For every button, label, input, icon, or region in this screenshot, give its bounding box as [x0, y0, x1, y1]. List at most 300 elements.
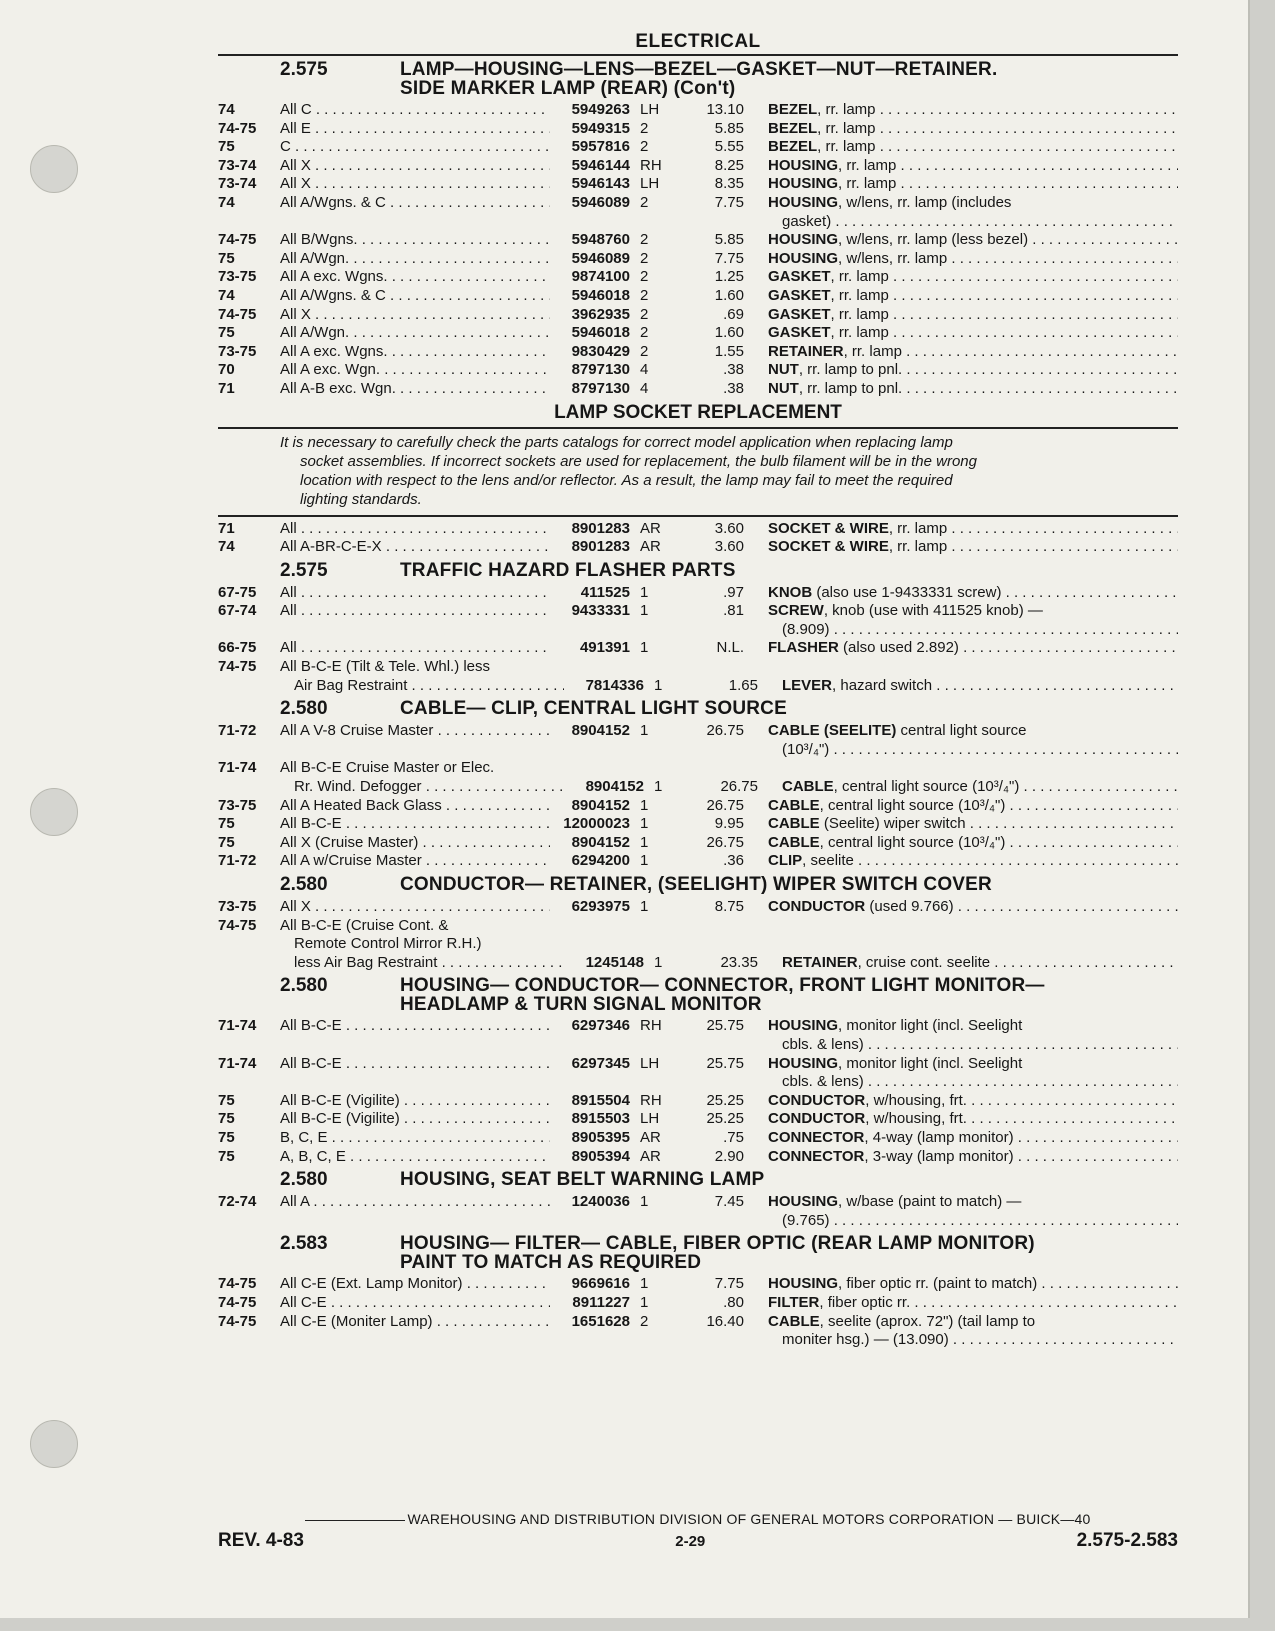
part-row: [218, 1129, 1178, 1148]
part-row: [218, 815, 1178, 834]
part-row: [218, 380, 1178, 399]
model-years: [218, 954, 280, 973]
application: All B-C-E (Tilt & Tele. Whl.) less: [280, 658, 491, 676]
description: CABLE (Seelite) wiper switch . . .: [744, 815, 1178, 834]
section-title: [342, 561, 1178, 580]
part-number: 5949263: [571, 101, 630, 118]
application: A, B, C, E . . .: [280, 1148, 550, 1167]
application: [280, 1212, 550, 1231]
description-continued-row: [218, 1073, 1178, 1092]
part-name: GASKET: [768, 324, 831, 342]
part-row-continued: [218, 935, 1178, 954]
note-line: location with respect to the lens and/or reflector. As a result, the lamp may fail to meet the required: [300, 471, 953, 489]
part-number: [550, 1212, 630, 1231]
model-years: 73-75: [218, 268, 257, 286]
part-name: HOUSING: [768, 193, 839, 211]
footer-text: WAREHOUSING AND DISTRIBUTION DIVISION OF GENERAL MOTORS CORPORATION — BUICK—40: [407, 1511, 1091, 1527]
application: All A/Wgn. . . .: [280, 250, 550, 269]
quantity: 1: [640, 722, 649, 740]
part-number: 5946143: [571, 175, 630, 193]
part-number: [550, 213, 630, 232]
part-name: CABLE: [768, 796, 820, 814]
section-code: 2.580: [280, 975, 328, 997]
part-name: SCREW: [768, 602, 824, 620]
part-number: 8904152: [571, 833, 630, 851]
part-row: [218, 639, 1178, 658]
part-name: CONDUCTOR: [768, 1110, 866, 1128]
part-row-continued: [218, 778, 1178, 797]
model-years: 73-74: [218, 156, 257, 174]
part-row: [218, 1092, 1178, 1111]
part-row: [218, 361, 1178, 380]
part-number: 6297345: [571, 1054, 630, 1072]
quantity: 2: [640, 193, 649, 211]
price: 25.25: [706, 1091, 744, 1109]
section-heading: [218, 60, 1178, 98]
part-name: CONDUCTOR: [768, 1091, 866, 1109]
quantity: 1: [640, 639, 649, 657]
application: All . . .: [280, 520, 550, 539]
part-number: [550, 759, 630, 778]
price: 26.75: [706, 796, 744, 814]
price: 8.25: [714, 156, 744, 174]
application: All C-E . . .: [280, 1294, 550, 1313]
part-row: [218, 1017, 1178, 1036]
binder-hole: [30, 788, 78, 836]
description: CABLE, central light source (10³/₄") . . .: [744, 834, 1178, 853]
price: [672, 1036, 744, 1055]
application: [280, 621, 550, 640]
quantity: 4: [640, 379, 649, 397]
description: BEZEL, rr. lamp . . .: [744, 120, 1178, 139]
part-name: BEZEL: [768, 119, 818, 137]
price: [672, 213, 744, 232]
application: All E . . .: [280, 120, 550, 139]
model-years: 75: [218, 249, 235, 267]
model-years: 71-72: [218, 852, 257, 870]
quantity: [630, 1036, 672, 1055]
price: .75: [723, 1128, 744, 1146]
description: KNOB (also use 1-9433331 screw) . . .: [744, 584, 1178, 603]
section-rows: [218, 1275, 1178, 1349]
part-number: [550, 1073, 630, 1092]
part-row: [218, 157, 1178, 176]
application-continued: Air Bag Restraint . . .: [280, 677, 564, 696]
part-number: [550, 621, 630, 640]
price: [672, 741, 744, 760]
model-years: 74: [218, 193, 235, 211]
model-years: 74-75: [218, 231, 257, 249]
socket-heading: LAMP SOCKET REPLACEMENT: [554, 401, 842, 423]
quantity: [630, 1331, 672, 1350]
application: All A exc. Wgns. . . .: [280, 343, 550, 362]
description: HOUSING, w/base (paint to match) —: [768, 1193, 1022, 1211]
description: BEZEL, rr. lamp . . .: [744, 101, 1178, 120]
description-continued-row: [218, 1036, 1178, 1055]
description: GASKET, rr. lamp . . .: [744, 306, 1178, 325]
part-number: 8901283: [571, 538, 630, 556]
part-row: [218, 343, 1178, 362]
model-years: [218, 1036, 280, 1055]
note-line: It is necessary to carefully check the parts catalogs for correct model application when replacing lamp: [280, 433, 953, 451]
quantity: 1: [640, 602, 649, 620]
part-row-continued: [218, 954, 1178, 973]
price: 3.60: [714, 519, 744, 537]
description: CONNECTOR, 3-way (lamp monitor) . . .: [744, 1148, 1178, 1167]
part-number: 5957816: [571, 138, 630, 156]
quantity: 1: [640, 833, 649, 851]
model-years: [218, 213, 280, 232]
price: [672, 1073, 744, 1092]
description: [744, 917, 1178, 936]
part-number: 8797130: [571, 361, 630, 379]
quantity: 2: [640, 342, 649, 360]
quantity: 2: [640, 268, 649, 286]
revision: REV. 4-83: [218, 1530, 304, 1551]
quantity: LH: [640, 1054, 660, 1072]
section-heading: [218, 976, 1178, 1014]
application: All . . .: [280, 602, 550, 621]
page-header: ELECTRICAL: [635, 31, 761, 52]
application: All X . . .: [280, 175, 550, 194]
part-row: [218, 917, 1178, 936]
part-name: CABLE: [768, 1312, 820, 1330]
socket-rule-bottom: [218, 515, 1178, 517]
application: All B-C-E Cruise Master or Elec.: [280, 759, 495, 777]
model-years: 71: [218, 519, 235, 537]
socket-rule-top: [218, 427, 1178, 429]
section-title-line: CABLE— CLIP, CENTRAL LIGHT SOURCE: [400, 698, 787, 720]
price: [672, 1331, 744, 1350]
model-years: [218, 778, 280, 797]
quantity: [644, 935, 686, 954]
part-number: 8901283: [571, 519, 630, 537]
model-years: [218, 677, 280, 696]
price: [672, 917, 744, 936]
part-name: CABLE: [782, 778, 834, 796]
model-years: 73-75: [218, 342, 257, 360]
part-row-continued: [218, 677, 1178, 696]
part-row: [218, 1055, 1178, 1074]
description-continued: cbls. & lens) . . .: [744, 1073, 1178, 1092]
price: [686, 935, 758, 954]
model-years: 66-75: [218, 639, 257, 657]
price: 13.10: [706, 101, 744, 118]
quantity: 1: [640, 898, 649, 915]
part-row: [218, 287, 1178, 306]
part-number: 5946018: [571, 324, 630, 342]
section-title: [342, 976, 1178, 1014]
application: All C . . .: [280, 101, 550, 120]
part-name: HOUSING: [768, 1193, 839, 1211]
part-number: 9874100: [571, 268, 630, 286]
price: 7.45: [714, 1193, 744, 1211]
part-row: [218, 1193, 1178, 1212]
application: All A/Wgns. & C . . .: [280, 287, 550, 306]
description-continued-row: [218, 1331, 1178, 1350]
part-row: [218, 852, 1178, 871]
quantity: AR: [640, 1147, 661, 1165]
quantity: 2: [640, 138, 649, 156]
model-years: 74-75: [218, 658, 257, 676]
part-number: 8797130: [571, 379, 630, 397]
description: FILTER, fiber optic rr. . . .: [744, 1294, 1178, 1313]
section-title-line: SIDE MARKER LAMP (REAR) (Con't): [400, 78, 736, 99]
part-name: BEZEL: [768, 138, 818, 156]
model-years: 74-75: [218, 916, 257, 934]
quantity: AR: [640, 519, 661, 537]
quantity: 1: [654, 953, 663, 971]
part-number: 8904152: [571, 722, 630, 740]
application: All B-C-E . . .: [280, 1055, 550, 1074]
quantity: 1: [654, 778, 663, 796]
description: [744, 759, 1178, 778]
quantity: RH: [640, 1017, 662, 1035]
price: [672, 1212, 744, 1231]
part-row: [218, 1110, 1178, 1129]
part-row: [218, 722, 1178, 741]
quantity: 1: [640, 1193, 649, 1211]
model-years: 75: [218, 815, 235, 833]
model-years: 73-74: [218, 175, 257, 193]
section-heading: [218, 875, 1178, 895]
application: All A exc. Wgn. . . .: [280, 361, 550, 380]
model-years: 75: [218, 324, 235, 342]
application: All A exc. Wgns. . . .: [280, 268, 550, 287]
model-years: 73-75: [218, 796, 257, 814]
part-row: [218, 101, 1178, 120]
quantity: 2: [640, 286, 649, 304]
part-number: 9433331: [571, 602, 630, 620]
section-title: [342, 875, 1178, 894]
part-name: CABLE: [768, 815, 820, 833]
description: GASKET, rr. lamp . . .: [744, 324, 1178, 343]
model-years: [218, 741, 280, 760]
part-row: [218, 268, 1178, 287]
part-row: [218, 658, 1178, 677]
quantity: [630, 917, 672, 936]
quantity: [630, 621, 672, 640]
part-number: 5946144: [571, 156, 630, 174]
part-row: [218, 520, 1178, 539]
description: RETAINER, cruise cont. seelite . . .: [758, 954, 1178, 973]
quantity: 2: [640, 1312, 649, 1330]
model-years: 74-75: [218, 1275, 257, 1293]
quantity: [630, 213, 672, 232]
quantity: RH: [640, 156, 662, 174]
part-row: [218, 1313, 1178, 1332]
application: All A/Wgns. & C . . .: [280, 194, 550, 213]
part-name: GASKET: [768, 268, 831, 286]
description: BEZEL, rr. lamp . . .: [744, 138, 1178, 157]
quantity: 2: [640, 231, 649, 249]
quantity: 1: [640, 583, 649, 601]
quantity: 1: [654, 676, 663, 694]
part-name: HOUSING: [768, 175, 839, 193]
model-years: 74: [218, 286, 235, 304]
part-name: CONNECTOR: [768, 1147, 865, 1165]
model-years: 71-74: [218, 759, 257, 777]
application: All . . .: [280, 584, 550, 603]
part-name: CONDUCTOR: [768, 898, 866, 915]
part-row: [218, 138, 1178, 157]
price: .38: [723, 379, 744, 397]
price: .81: [723, 602, 744, 620]
part-name: NUT: [768, 379, 799, 397]
description: NUT, rr. lamp to pnl. . . .: [744, 380, 1178, 399]
section-rows: [218, 584, 1178, 696]
description-continued-row: [218, 741, 1178, 760]
price: 1.60: [714, 324, 744, 342]
application: All B-C-E (Vigilite) . . .: [280, 1110, 550, 1129]
page-number: 2-29: [675, 1533, 706, 1550]
section-title-line: LAMP—HOUSING—LENS—BEZEL—GASKET—NUT—RETAINER.: [400, 59, 998, 80]
part-name: CABLE: [768, 833, 820, 851]
price: N.L.: [716, 639, 744, 657]
part-name: SOCKET & WIRE: [768, 519, 889, 537]
section-title-line: PAINT TO MATCH AS REQUIRED: [400, 1252, 702, 1274]
application: All B/Wgns. . . .: [280, 231, 550, 250]
quantity: 1: [640, 796, 649, 814]
price: [672, 759, 744, 778]
section-title-line: HOUSING— CONDUCTOR— CONNECTOR, FRONT LIGHT MONITOR—: [400, 975, 1045, 997]
part-row: [218, 797, 1178, 816]
part-number: 411525: [580, 583, 630, 601]
part-number: [550, 1036, 630, 1055]
application: B, C, E . . .: [280, 1129, 550, 1148]
part-number: 1240036: [571, 1193, 630, 1211]
application: C . . .: [280, 138, 550, 157]
model-years: [218, 621, 280, 640]
part-name: CONNECTOR: [768, 1128, 865, 1146]
quantity: [630, 658, 672, 677]
price: 26.75: [720, 778, 758, 796]
part-row: [218, 324, 1178, 343]
application: [280, 1036, 550, 1055]
description-continued-row: [218, 213, 1178, 232]
model-years: 70: [218, 361, 235, 379]
part-number: 9830429: [571, 342, 630, 360]
part-number: 9669616: [571, 1275, 630, 1293]
part-number: 8911227: [572, 1293, 630, 1311]
application: All A-B exc. Wgn. . . .: [280, 380, 550, 399]
quantity: [630, 741, 672, 760]
description: HOUSING, monitor light (incl. Seelight: [768, 1054, 1023, 1072]
part-number: 6294200: [571, 852, 630, 870]
part-name: CABLE (SEELITE): [768, 722, 897, 740]
price: .69: [723, 305, 744, 323]
note-line: socket assemblies. If incorrect sockets are used for replacement, the bulb filament will be in the wrong: [300, 452, 977, 470]
part-number: 5946018: [571, 286, 630, 304]
application-continued: Rr. Wind. Defogger . . .: [280, 778, 564, 797]
part-name: NUT: [768, 361, 799, 379]
description: NUT, rr. lamp to pnl. . . .: [744, 361, 1178, 380]
description: HOUSING, rr. lamp . . .: [744, 157, 1178, 176]
application: All A . . .: [280, 1193, 550, 1212]
page-content: [218, 30, 1178, 1350]
model-years: 67-75: [218, 583, 257, 601]
part-row: [218, 1148, 1178, 1167]
quantity: 2: [640, 305, 649, 323]
part-row: [218, 306, 1178, 325]
section-code: 2.575: [280, 559, 328, 581]
part-row: [218, 538, 1178, 557]
section-title-line: HOUSING— FILTER— CABLE, FIBER OPTIC (REAR LAMP MONITOR): [400, 1233, 1035, 1255]
part-number: [550, 917, 630, 936]
model-years: 74: [218, 538, 235, 556]
application: [280, 1331, 550, 1350]
model-years: [218, 1073, 280, 1092]
application: All X . . .: [280, 898, 550, 917]
footer-line: [218, 1511, 1178, 1527]
price: 26.75: [706, 722, 744, 740]
model-years: 73-75: [218, 898, 257, 915]
description: CONDUCTOR, w/housing, frt. . . .: [744, 1110, 1178, 1129]
section-title-line: HOUSING, SEAT BELT WARNING LAMP: [400, 1169, 765, 1191]
note-line: lighting standards.: [300, 490, 422, 508]
model-years: 75: [218, 1091, 235, 1109]
application: All C-E (Moniter Lamp) . . .: [280, 1313, 550, 1332]
part-number: 6293975: [571, 898, 630, 915]
model-years: 74-75: [218, 119, 257, 137]
part-name: HOUSING: [768, 1054, 839, 1072]
part-row: [218, 584, 1178, 603]
application: All A-BR-C-E-X . . .: [280, 538, 550, 557]
quantity: 2: [640, 119, 649, 137]
part-name: FILTER: [768, 1293, 820, 1311]
section-title: [342, 60, 1178, 98]
application: All A/Wgn. . . .: [280, 324, 550, 343]
application-continued: less Air Bag Restraint . . .: [280, 954, 564, 973]
description-continued-row: [218, 621, 1178, 640]
section-code: 2.580: [280, 1169, 328, 1191]
description: HOUSING, w/lens, rr. lamp (less bezel) . . .: [744, 231, 1178, 250]
part-row: [218, 759, 1178, 778]
description-continued: (10³/₄") . . .: [744, 741, 1178, 760]
model-years: 74-75: [218, 1293, 257, 1311]
footer-rule: [305, 1520, 405, 1521]
footer-bar: [218, 1530, 1178, 1552]
price: 25.25: [706, 1110, 744, 1128]
description: CABLE (SEELITE) central light source: [768, 722, 1027, 740]
part-number: 8905394: [571, 1147, 630, 1165]
quantity: 1: [640, 1293, 649, 1311]
model-years: 75: [218, 833, 235, 851]
description: HOUSING, fiber optic rr. (paint to match) . . .: [744, 1275, 1178, 1294]
price: 7.75: [714, 249, 744, 267]
price: 7.75: [714, 1275, 744, 1293]
quantity: 1: [640, 815, 649, 833]
description: SCREW, knob (use with 411525 knob) —: [768, 602, 1043, 620]
description-continued: (9.765) . . .: [744, 1212, 1178, 1231]
quantity: 2: [640, 324, 649, 342]
quantity: AR: [640, 1128, 661, 1146]
description: HOUSING, w/lens, rr. lamp (includes: [768, 193, 1012, 211]
application: All A Heated Back Glass . . .: [280, 797, 550, 816]
section-code: 2.580: [280, 874, 328, 895]
price: 1.60: [714, 286, 744, 304]
quantity: 1: [640, 1275, 649, 1293]
description-continued: (8.909) . . .: [744, 621, 1178, 640]
part-number: 6297346: [571, 1017, 630, 1035]
description: CABLE, seelite (aprox. 72") (tail lamp to: [768, 1312, 1036, 1330]
description: GASKET, rr. lamp . . .: [744, 268, 1178, 287]
part-name: RETAINER: [782, 953, 858, 971]
section-title: [342, 1170, 1178, 1189]
section-rows: [218, 1193, 1178, 1230]
quantity: LH: [640, 175, 660, 193]
part-number: 12000023: [563, 815, 630, 833]
